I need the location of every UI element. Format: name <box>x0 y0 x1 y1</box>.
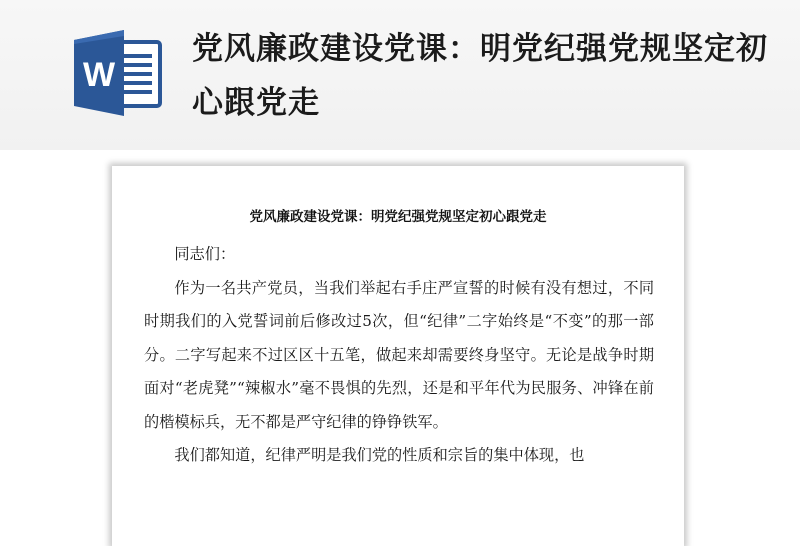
document-paragraph: 我们都知道，纪律严明是我们党的性质和宗旨的集中体现，也 <box>174 446 585 464</box>
document-title: 党风廉政建设党课：明党纪强党规坚定初心跟党走 <box>249 209 547 225</box>
document-salutation: 同志们： <box>174 245 236 263</box>
word-document-icon <box>74 30 164 116</box>
document-page <box>112 166 684 546</box>
document-body <box>144 238 654 473</box>
banner-header <box>0 0 800 150</box>
page-title: 党风廉政建设党课：明党纪强党规坚定初心跟党走 <box>192 31 768 121</box>
word-icon-letter: W <box>82 56 116 94</box>
document-paragraph: 作为一名共产党员，当我们举起右手庄严宣誓的时候有没有想过，不同时期我们的入党誓词前后修改过5次，但“纪律”二字始终是“不变”的那一部分。二字写起来不过区区十五笔，做起来却需要终身坚守。无论是战争时期面对“老虎凳”“辣椒水”毫不畏惧的先烈，还是和平年代为民服务、冲锋在前的楷模标兵，无不都是严守纪律的铮铮铁军。 <box>144 278 654 431</box>
